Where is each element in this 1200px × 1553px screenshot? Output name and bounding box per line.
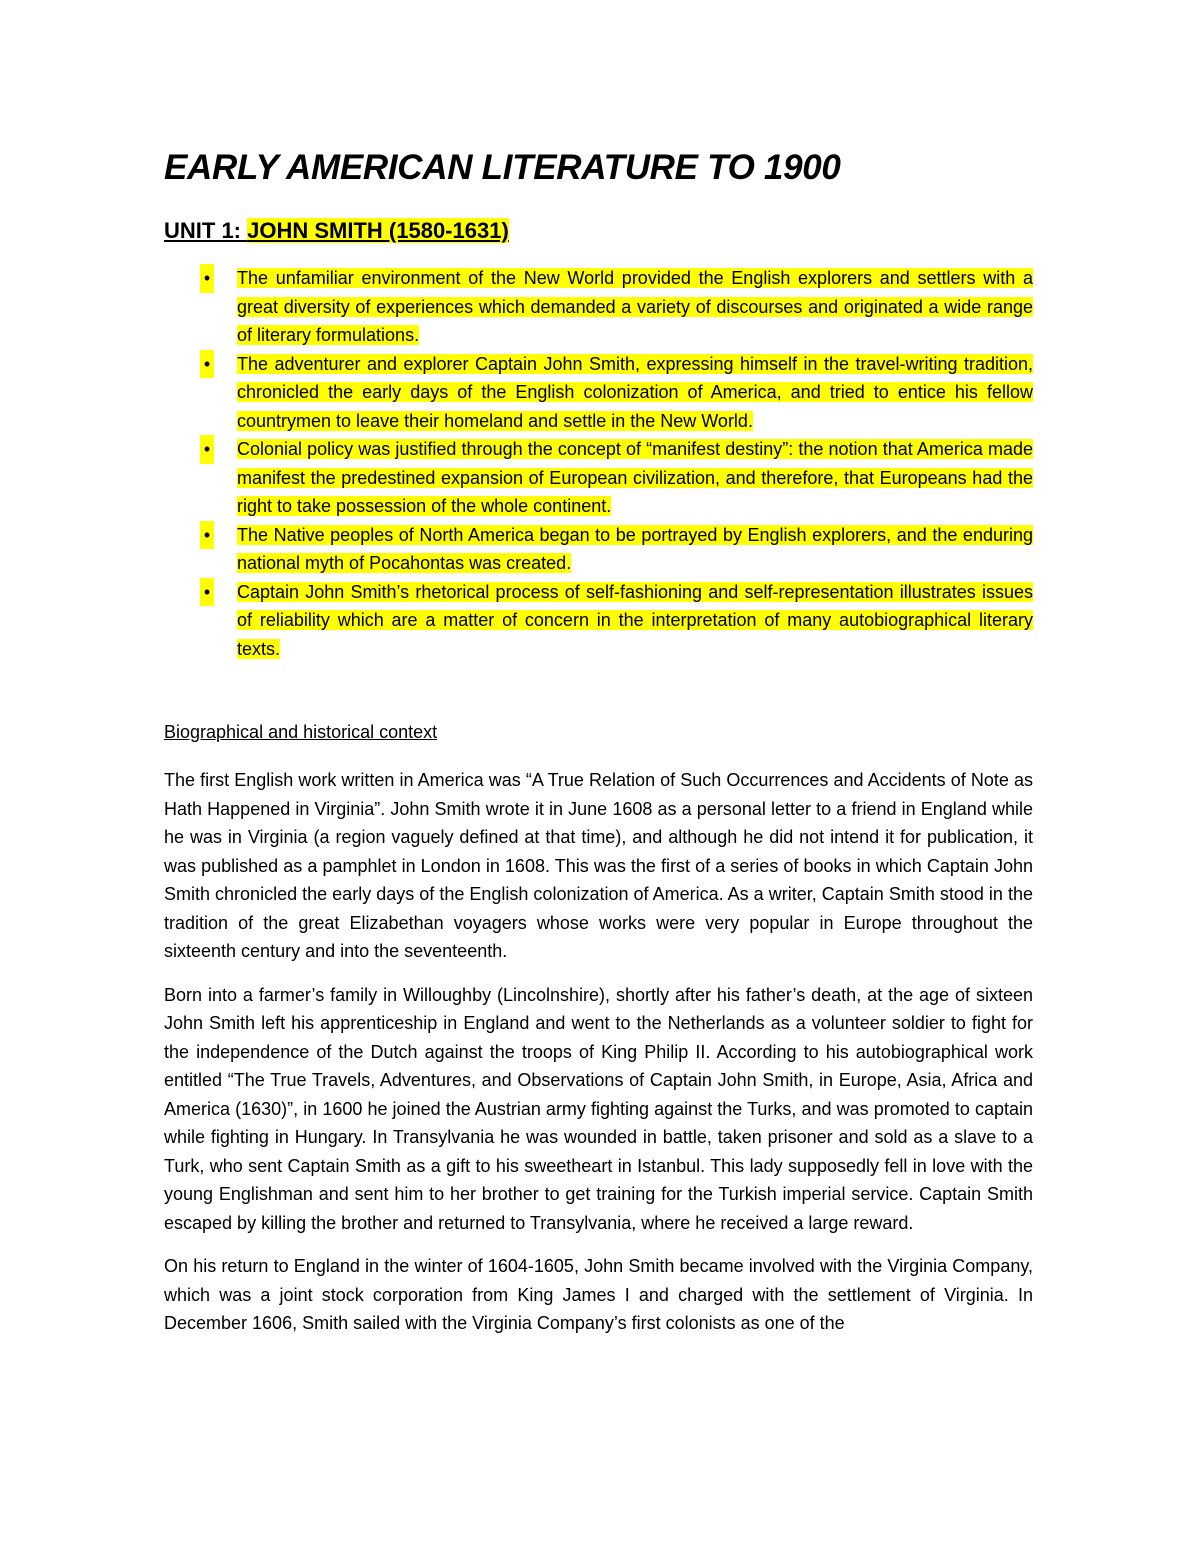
- bullet-icon: •: [200, 350, 214, 379]
- list-item: [164, 578, 1033, 664]
- bullet-text: Colonial policy was justified through the concept of “manifest destiny”: the notion that America made manifest the predestined expansion of European civilization, and therefore, that Europeans had the right to take possession of the whole continent.: [237, 439, 1033, 516]
- summary-bullet-list: [164, 264, 1033, 663]
- bullet-icon: •: [200, 435, 214, 464]
- section-heading: Biographical and historical context: [164, 722, 438, 742]
- bullet-icon: •: [200, 578, 214, 607]
- document-title: EARLY AMERICAN LITERATURE TO 1900: [164, 148, 841, 187]
- bullet-text: The unfamiliar environment of the New World provided the English explorers and settlers with a great diversity of experiences which demanded a variety of discourses and originated a wide range of literary formulations.: [237, 268, 1033, 345]
- paragraph: On his return to England in the winter of 1604-1605, John Smith became involved with the Virginia Company, which was a joint stock corporation from King James I and charged with the settlement of Virginia. In December 1606, Smith sailed with the Virginia Company’s first colonists as one of the: [164, 1256, 1033, 1333]
- list-item: [164, 521, 1033, 578]
- paragraph: Born into a farmer’s family in Willoughby (Lincolnshire), shortly after his father’s death, at the age of sixteen John Smith left his apprenticeship in England and went to the Netherlands as a volunteer soldier to fight for the independence of the Dutch against the troops of King Philip II. According to his autobiographical work entitled “The True Travels, Adventures, and Observations of Captain John Smith, in Europe, Asia, Africa and America (1630)”, in 1600 he joined the Austrian army fighting against the Turks, and was promoted to captain while fighting in Hungary. In Transylvania he was wounded in battle, taken prisoner and sold as a slave to a Turk, who sent Captain Smith as a gift to his sweetheart in Istanbul. This lady supposedly fell in love with the young Englishman and sent him to her brother to get training for the Turkish imperial service. Captain Smith escaped by killing the brother and returned to Transylvania, where he received a large reward.: [164, 984, 1033, 1233]
- bullet-text: The adventurer and explorer Captain John Smith, expressing himself in the travel-writing tradition, chronicled the early days of the English colonization of America, and tried to entice his fellow countrymen to leave their homeland and settle in the New World.: [237, 353, 1033, 431]
- bullet-text: Captain John Smith’s rhetorical process of self-fashioning and self-representation illustrates issues of reliability which are a matter of concern in the interpretation of many autobiographical literary texts.: [237, 581, 1033, 659]
- bullet-text: The Native peoples of North America began to be portrayed by English explorers, and the enduring national myth of Pocahontas was created.: [237, 524, 1033, 573]
- bullet-icon: •: [200, 521, 214, 550]
- unit-name: JOHN SMITH (1580-1631): [247, 218, 509, 243]
- list-item: [164, 435, 1033, 521]
- paragraph: The first English work written in America was “A True Relation of Such Occurrences and Accidents of Note as Hath Happened in Virginia”. John Smith wrote it in June 1608 as a personal letter to a friend in England while he was in Virginia (a region vaguely defined at that time), and although he did not intend it for publication, it was published as a pamphlet in London in 1608. This was the first of a series of books in which Captain John Smith chronicled the early days of the English colonization of America. As a writer, Captain Smith stood in the tradition of the great Elizabethan voyagers whose works were very popular in Europe throughout the sixteenth century and into the seventeenth.: [164, 770, 1033, 961]
- unit-label: UNIT 1:: [164, 218, 248, 243]
- list-item: [164, 350, 1033, 436]
- section-body: [164, 766, 1033, 1338]
- bullet-icon: •: [200, 264, 214, 293]
- unit-heading: [164, 218, 509, 244]
- list-item: [164, 264, 1033, 350]
